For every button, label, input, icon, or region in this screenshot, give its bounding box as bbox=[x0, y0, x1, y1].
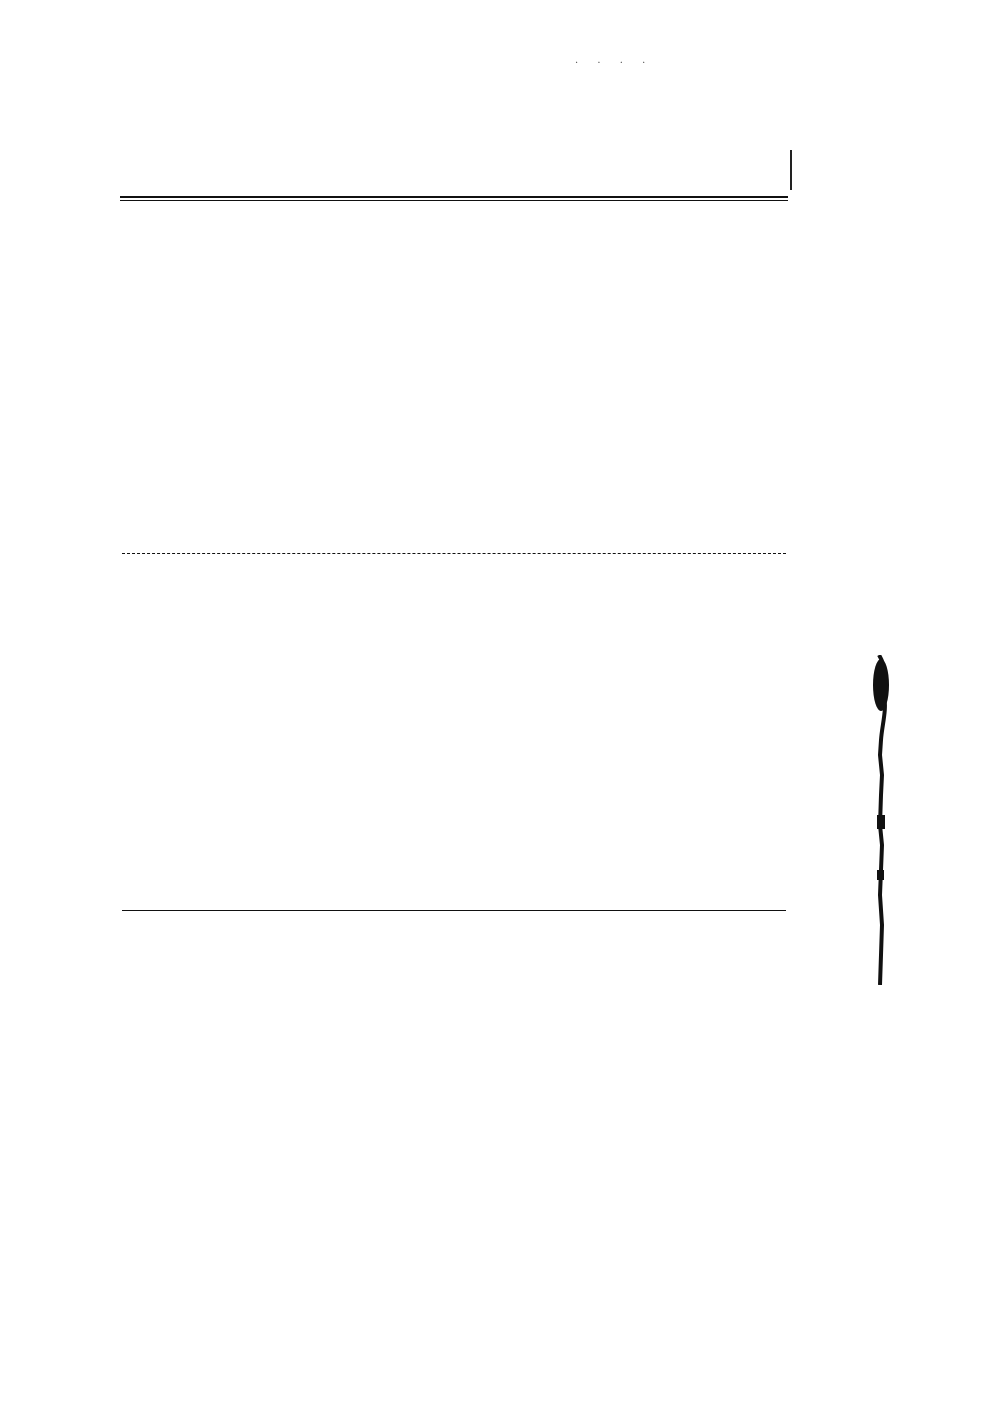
section-divider-upper bbox=[122, 553, 786, 555]
top-text-block bbox=[122, 214, 786, 549]
scan-dots: · · · · bbox=[575, 58, 654, 69]
middle-text-block bbox=[122, 560, 786, 905]
article-title bbox=[738, 925, 798, 1270]
section-divider-lower bbox=[122, 910, 786, 911]
article-body bbox=[126, 922, 744, 1284]
header-rule-thin bbox=[120, 200, 788, 201]
edge-mark bbox=[790, 150, 792, 190]
header-rule bbox=[120, 196, 788, 198]
gutter-ink-marks bbox=[872, 655, 890, 985]
